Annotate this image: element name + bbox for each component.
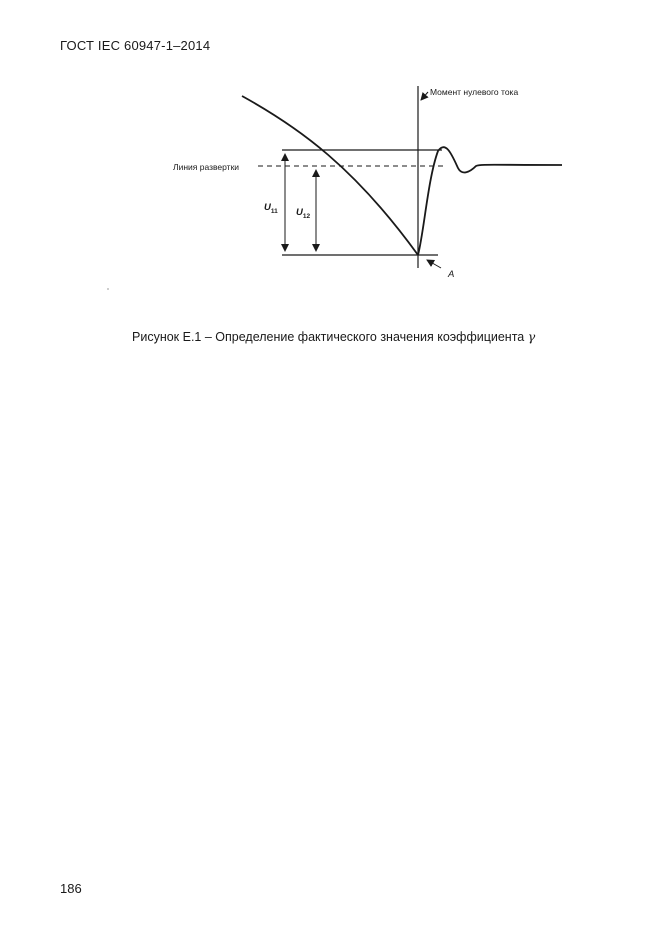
zero-current-label: Момент нулевого тока: [430, 87, 519, 97]
point-a-leader: [427, 260, 441, 268]
page-number: 186: [60, 881, 82, 896]
voltage-waveform-figure: [0, 0, 661, 340]
figure-caption-symbol: γ: [527, 329, 536, 344]
figure-caption-text: Рисунок E.1 – Определение фактического значения коэффициента: [132, 330, 525, 344]
u11-label: U11: [264, 202, 278, 215]
voltage-curve: [242, 96, 418, 255]
point-a-label: A: [448, 269, 455, 280]
scan-speck: [107, 288, 108, 289]
figure-caption: [132, 329, 535, 344]
recovery-transient: [418, 147, 562, 255]
u12-label: U12: [296, 207, 311, 220]
zero-current-leader: [421, 92, 428, 100]
document-header: ГОСТ IEC 60947-1–2014: [60, 38, 211, 53]
sweep-line-label: Линия развертки: [173, 162, 240, 172]
